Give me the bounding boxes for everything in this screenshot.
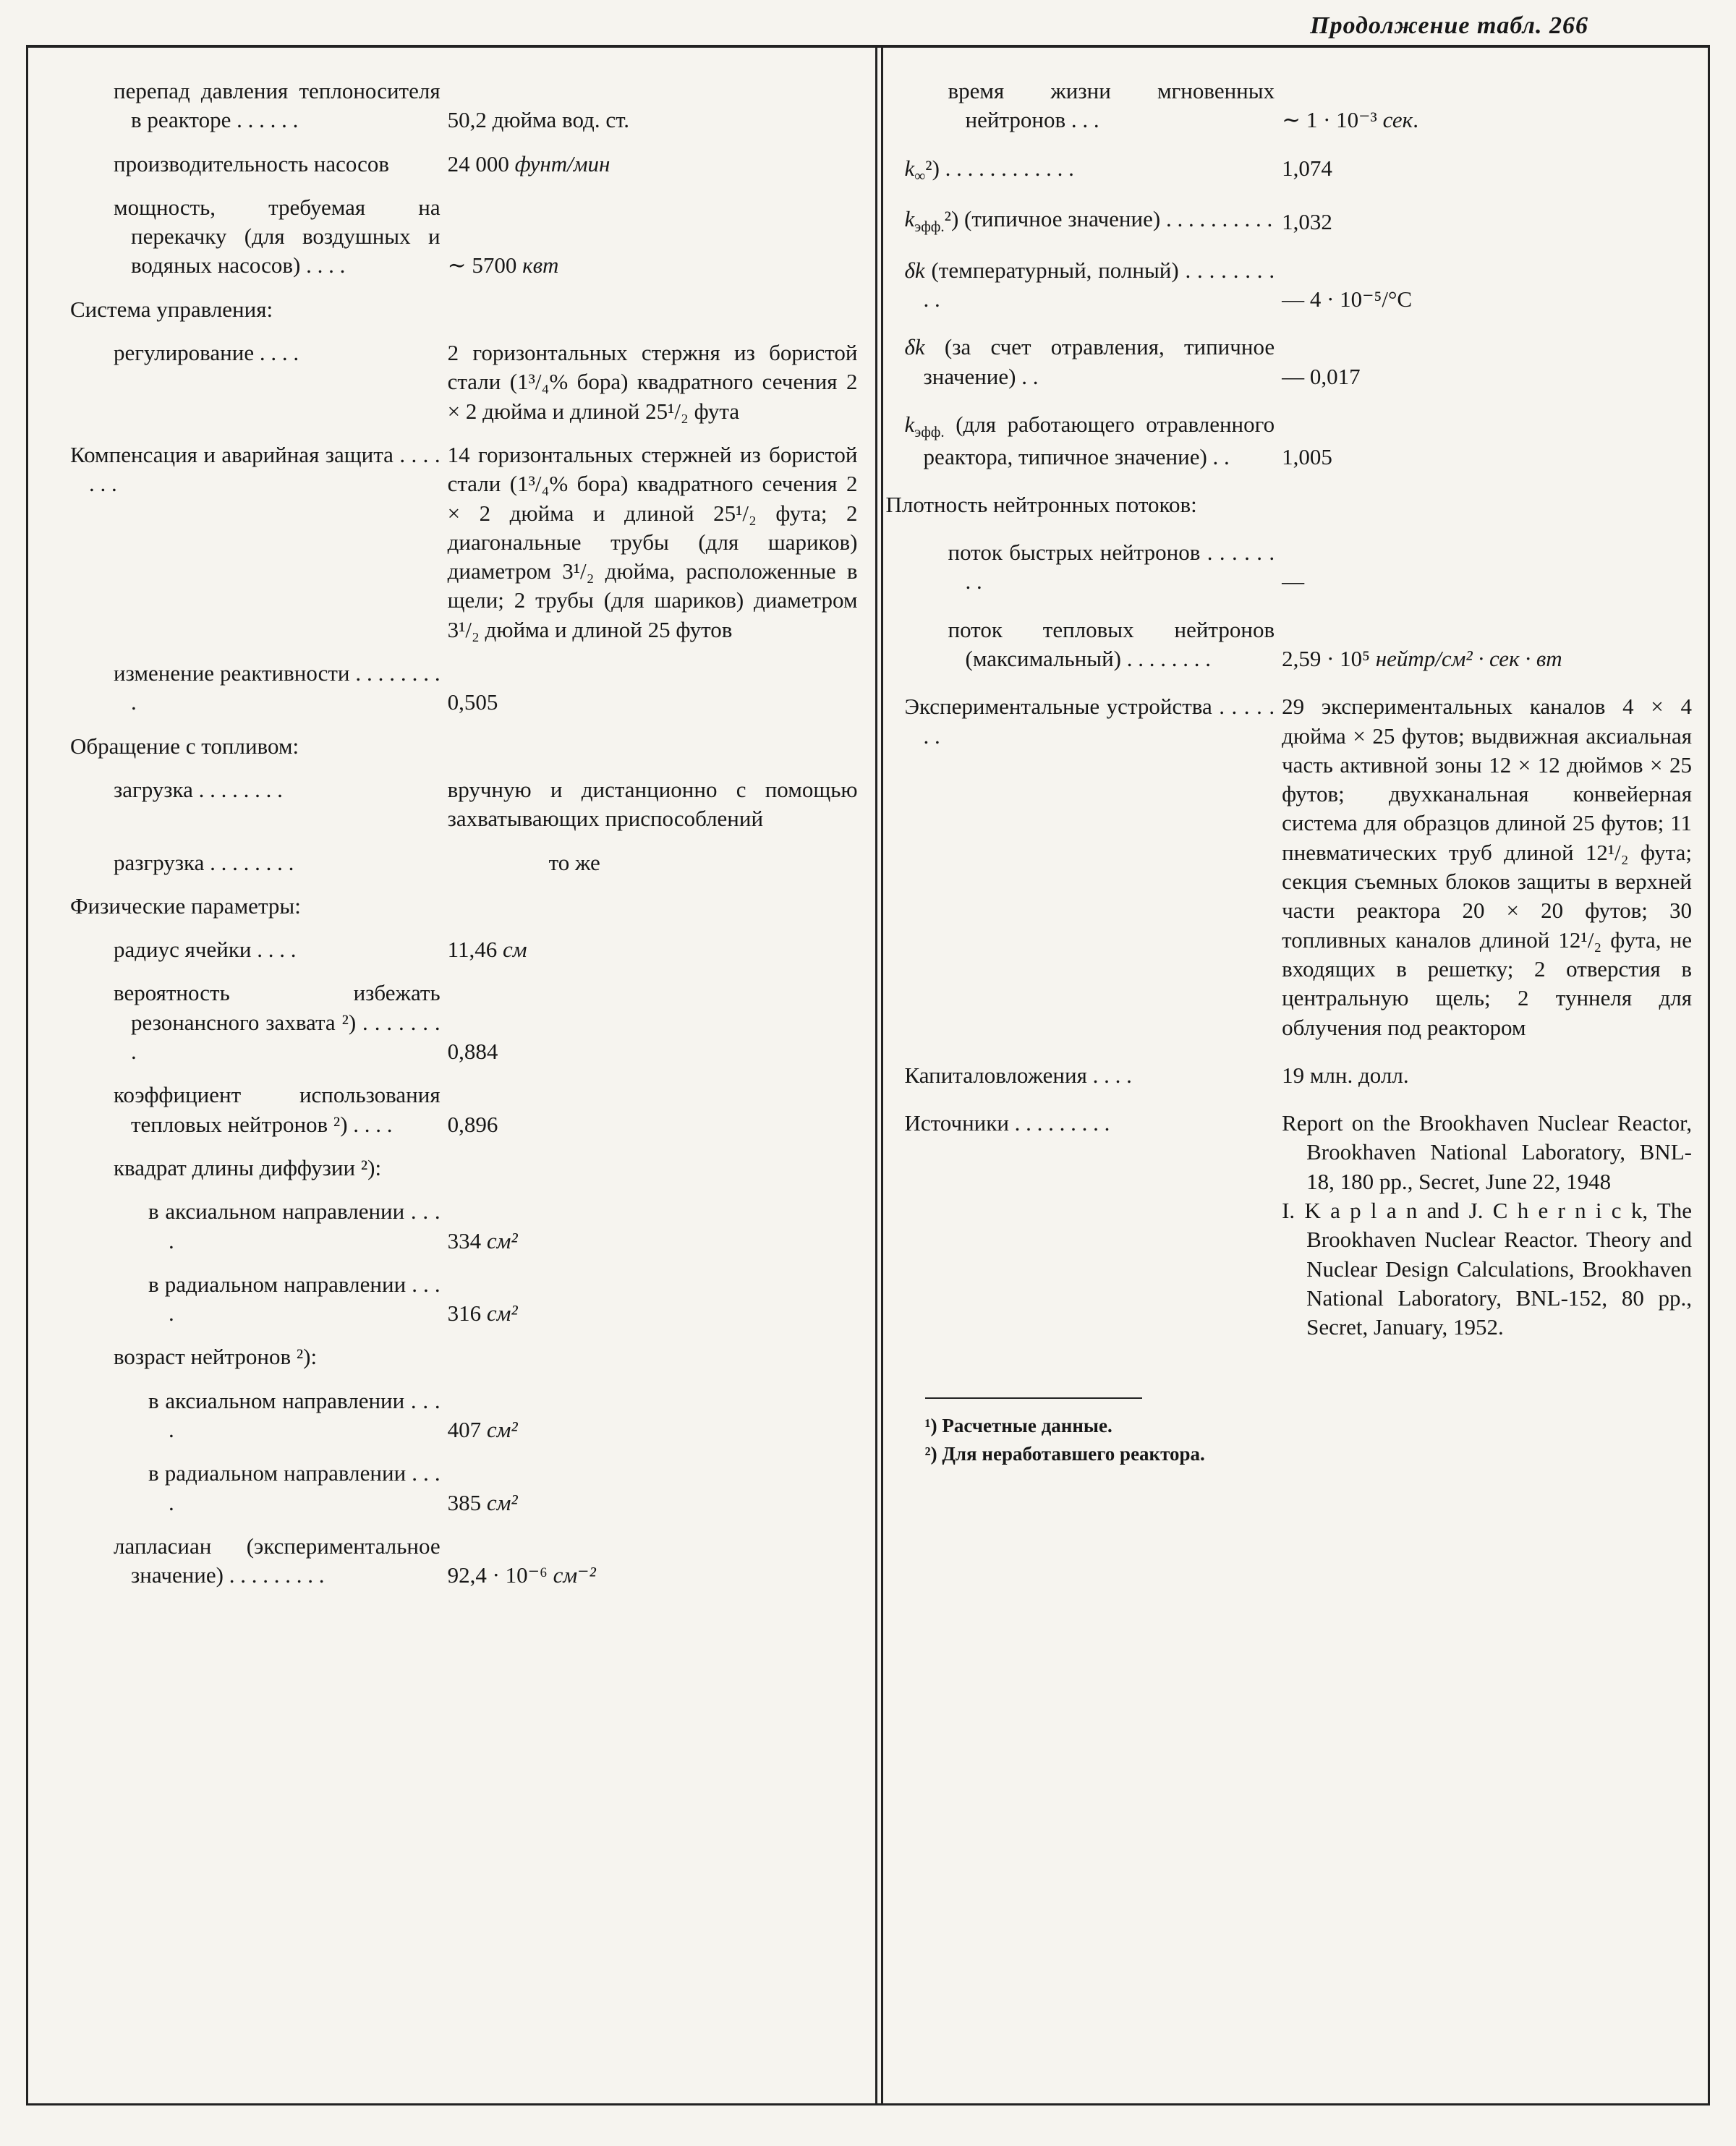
row-label: квадрат длины диффузии ²): (114, 1154, 382, 1180)
row-label: Источники . . . . . . . . . (904, 1110, 1110, 1136)
row-value: 92,4 · 10⁻⁶ см⁻² (447, 1562, 596, 1588)
row-label: коэффициент использования тепловых нейтронов ²) . . . . (114, 1082, 441, 1137)
row-label: разгрузка . . . . . . . . (114, 849, 294, 875)
row-label: $k_{эфф.}$ (для работающего отравленного реактора, типичное значение) . . (904, 411, 1275, 469)
source-reference: Report on the Brookhaven Nuclear Reactor, Brookhaven National Laboratory, BNL-18, 180 pp., Secret, June 22, 1948 (1282, 1110, 1692, 1194)
table-row (70, 193, 858, 281)
row-value: 24 000 фунт/мин (447, 150, 610, 176)
section-heading: Плотность нейтронных потоков: (885, 491, 1197, 517)
page-header: Продолжение табл. 266 (1310, 12, 1588, 39)
row-value: 2,59 · 10⁵ нейтр/см² · сек · вт (1282, 646, 1562, 671)
footnote: ¹) Расчетные данные. (924, 1414, 1112, 1436)
table-row (905, 77, 1693, 135)
row-label: в аксиальном направлении . . . . (148, 1198, 441, 1253)
table-row (70, 338, 858, 426)
row-label: вероятность избежать резонансного захвата ²) . . . . . . . . (114, 980, 441, 1065)
row-value: то же (548, 849, 600, 875)
row-label: поток тепловых нейтронов (максимальный) . . . . . . . . (948, 616, 1275, 671)
table-row (70, 935, 858, 964)
table-row (70, 1081, 858, 1139)
table-row (70, 1342, 858, 1371)
row-value: 0,896 (447, 1111, 498, 1137)
table-row (70, 848, 858, 877)
table-row (905, 1109, 1693, 1342)
row-label: δk (температурный, полный) . . . . . . . . . . (904, 257, 1275, 312)
row-value: 1,074 (1282, 155, 1332, 181)
table-row (70, 440, 858, 644)
row-value: 2 горизонтальных стержня из бористой стали (1³/₄% бора) квадратного сечения 2 × 2 дюйма и длиной 25¹/₂ фута (447, 340, 858, 424)
table-row (905, 616, 1693, 674)
row-value: ∼ 1 · 10⁻³ сек. (1282, 107, 1418, 133)
table-row (905, 538, 1693, 597)
column-divider (875, 48, 883, 2103)
row-label: изменение реактивности . . . . . . . . . (114, 660, 441, 715)
table-266 (26, 45, 1710, 2105)
row-label: перепад давления теплоносителя в реакторе . . . . . . (114, 78, 441, 133)
row-value (1275, 1109, 1692, 1342)
right-column (883, 48, 1709, 2103)
section-row (70, 892, 858, 921)
section-row (885, 490, 1693, 519)
source-reference: I. K a p l a n and J. C h e r n i c k, The Brookhaven Nuclear Reactor. Theory and Nuclear Design Calculations, Brookhaven National Laboratory, BNL-152, 80 pp., Secret, January, 1952. (1282, 1198, 1692, 1340)
row-value: 385 см² (447, 1489, 518, 1515)
left-column (28, 48, 875, 2103)
table-row (905, 692, 1693, 1042)
table-row (70, 1197, 858, 1256)
row-value: — 0,017 (1282, 363, 1361, 389)
row-value: вручную и дистанционно с помощью захватывающих приспособлений (447, 776, 858, 832)
table-row (70, 659, 858, 718)
row-value: 14 горизонтальных стержней из бористой стали (1³/₄% бора) квадратного сечения 2 × 2 дюйма и длиной 25¹/₂ фута; 2 диагональные трубы (для шариков) диаметром 3¹/₂ дюйма, расположенные в щели; 2 трубы (для шариков) диаметром 3¹/₂ дюйма и длиной 25 футов (447, 441, 858, 642)
row-label: регулирование . . . . (114, 340, 299, 366)
section-heading: Обращение с топливом: (70, 733, 299, 759)
row-label: мощность, требуемая на перекачку (для воздушных и водяных насосов) . . . . (114, 194, 441, 278)
row-label: время жизни мгновенных нейтронов . . . (948, 78, 1275, 133)
table-row (70, 1154, 858, 1183)
table-row (70, 1270, 858, 1329)
table-row (70, 1387, 858, 1445)
footnote: ²) Для неработавшего реактора. (924, 1442, 1205, 1465)
row-label: лапласиан (экспериментальное значение) . . . . . . . . . (114, 1533, 441, 1588)
table-row (70, 1532, 858, 1591)
row-label: в аксиальном направлении . . . . (148, 1387, 441, 1442)
row-label: Компенсация и аварийная защита . . . . . . . (70, 441, 441, 497)
table-row (70, 1459, 858, 1517)
row-label: $k_\infty^2$) . . . . . . . . . . . . (904, 155, 1074, 184)
table-row (70, 979, 858, 1066)
row-label: возраст нейтронов ²): (114, 1344, 318, 1370)
row-label: загрузка . . . . . . . . (114, 776, 283, 802)
section-row (70, 732, 858, 761)
row-value: 1,005 (1282, 443, 1332, 469)
table-row (70, 77, 858, 135)
row-value: 334 см² (447, 1227, 518, 1253)
row-value: 316 см² (447, 1300, 518, 1327)
row-label: производительность насосов (114, 150, 390, 176)
section-row (70, 295, 858, 324)
row-value: 11,46 см (447, 937, 527, 963)
row-value: 0,505 (447, 689, 498, 715)
section-heading: Физические параметры: (70, 893, 301, 919)
table-row (905, 333, 1693, 391)
footnote-rule (925, 1397, 1142, 1399)
table-row (70, 150, 858, 179)
row-value: 50,2 дюйма вод. ст. (447, 107, 630, 133)
row-value: 29 экспериментальных каналов 4 × 4 дюйма × 25 футов; выдвижная аксиальная часть активной зоны 12 × 12 дюймов × 25 футов; двухканальная конвейерная система для образцов длиной 25 футов; 11 пневматических труб длиной 12¹/₂ фута; секция съемных блоков защиты в верхней части реактора 20 × 20 футов; 30 топливных каналов длиной 12¹/₂ фута, не входящих в решетку; 2 отверстия в центральную щель; 2 туннеля для облучения под реактором (1282, 694, 1692, 1040)
table-row (905, 154, 1693, 187)
row-label: Экспериментальные устройства . . . . . . . (904, 694, 1275, 749)
row-label: Капиталовложения . . . . (904, 1062, 1132, 1088)
row-label: $k_{эфф.}^2$) (типичное значение) . . . . . . . . . . (904, 206, 1273, 236)
table-row (905, 1061, 1693, 1090)
row-label: поток быстрых нейтронов . . . . . . . . (948, 540, 1275, 595)
row-value: 0,884 (447, 1039, 498, 1065)
row-value: 19 млн. долл. (1282, 1062, 1409, 1088)
footnotes (905, 1397, 1693, 1468)
table-row (905, 256, 1693, 315)
table-row (70, 775, 858, 834)
table-row (905, 410, 1693, 472)
row-value: 407 см² (447, 1416, 518, 1442)
row-label: δk (за счет отравления, типичное значение) . . (904, 334, 1275, 389)
row-label: радиус ячейки . . . . (114, 937, 297, 963)
row-value: — 4 · 10⁻⁵/°C (1282, 286, 1413, 312)
row-label: в радиальном направлении . . . . (148, 1271, 441, 1327)
table-row (905, 205, 1693, 237)
row-value: — (1282, 569, 1305, 595)
section-heading: Система управления: (70, 296, 273, 322)
row-value: ∼ 5700 квт (447, 252, 559, 278)
row-value: 1,032 (1282, 209, 1332, 235)
row-label: в радиальном направлении . . . . (148, 1460, 441, 1515)
